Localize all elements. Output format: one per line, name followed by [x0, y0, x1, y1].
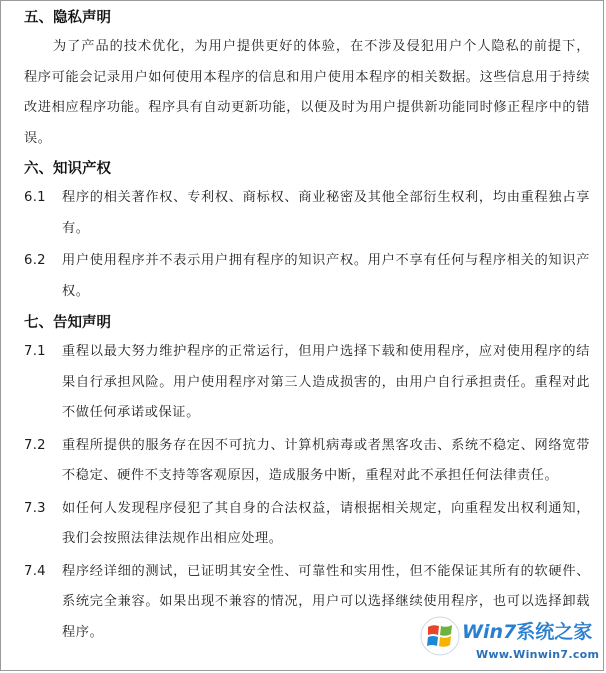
document-body	[24, 4, 593, 650]
clause-number: 7.1	[24, 344, 46, 359]
clause-number: 7.4	[24, 563, 46, 579]
watermark-brand-num: 7	[503, 621, 517, 643]
clause-number: 7.2	[24, 437, 46, 453]
clause-text: 重程以最大努力维护程序的正常运行，但用户选择下载和使用程序，应对使用程序的结果自行承担风险。用户使用程序对第三人造成损害的，由用户自行承担责任。重程对此不做任何承诺或保证。	[62, 344, 590, 420]
clause-6-1	[24, 183, 590, 244]
windows-logo-icon	[420, 616, 460, 656]
section-privacy	[24, 4, 590, 154]
privacy-paragraph: 为了产品的技术优化，为用户提供更好的体验，在不涉及侵犯用户个人隐私的前提下，程序可能会记录用户如何使用本程序的信息和用户使用本程序的相关数据。这些信息用于持续改进相应程序功能。程序具有自动更新功能，以便及时为用户提供新功能同时修正程序中的错误。	[24, 39, 590, 146]
clause-text: 如任何人发现程序侵犯了其自身的合法权益，请根据相关规定，向重程发出权利通知，我们会按照法律法规作出相应处理。	[62, 500, 590, 546]
clause-7-3	[24, 494, 590, 555]
clause-number: 7.3	[24, 500, 46, 516]
clause-7-2	[24, 431, 590, 492]
section-ip	[24, 155, 590, 307]
clause-number: 6.2	[24, 253, 46, 268]
site-watermark	[418, 614, 604, 670]
section-heading-ip: 六、知识产权	[24, 161, 111, 177]
clause-number: 6.1	[24, 190, 46, 205]
section-notice	[24, 309, 593, 648]
section-heading-notice: 七、告知声明	[24, 315, 111, 331]
clause-6-2	[24, 246, 590, 307]
section-heading-privacy: 五、隐私声明	[24, 10, 111, 26]
clause-text: 重程所提供的服务存在因不可抗力、计算机病毒或者黑客攻击、系统不稳定、网络宽带不稳定、硬件不支持等客观原因，造成服务中断，重程对此不承担任何法律责任。	[62, 437, 590, 483]
clause-text: 程序经详细的测试，已证明其安全性、可靠性和实用性，但不能保证其所有的软硬件、系统完全兼容。如果出现不兼容的情况，用户可以选择继续使用程序，也可以选择卸载程序。	[62, 563, 590, 640]
watermark-brand-suffix: 系统之家	[516, 621, 593, 643]
watermark-brand	[462, 620, 592, 644]
clause-text: 用户使用程序并不表示用户拥有程序的知识产权。用户不享有任何与程序相关的知识产权。	[62, 253, 590, 299]
clause-text: 程序的相关著作权、专利权、商标权、商业秘密及其他全部衍生权利，均由重程独占享有。	[62, 190, 590, 236]
clause-7-1	[24, 337, 590, 429]
watermark-brand-win: Win	[462, 621, 503, 643]
watermark-url: Www.Winwin7.com	[476, 648, 600, 661]
